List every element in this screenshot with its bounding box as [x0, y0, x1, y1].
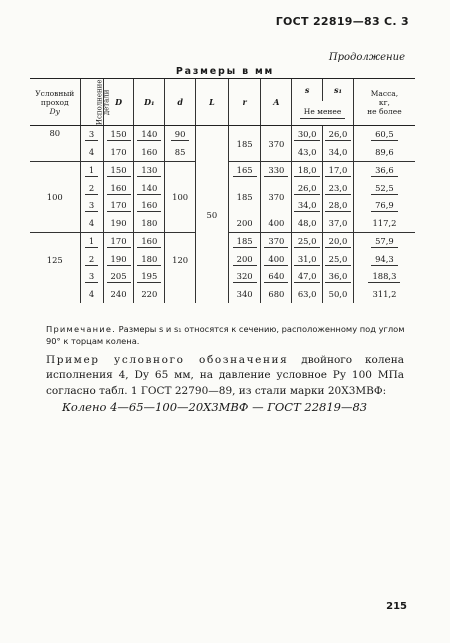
- header-d: d: [165, 79, 196, 126]
- exec-cell: 2: [85, 253, 98, 266]
- designation-formula: Колено 4—65—100—20Х3МВФ — ГОСТ 22819—83: [62, 400, 368, 414]
- r-cell: 185: [228, 180, 261, 215]
- dy-125: 125: [30, 233, 80, 304]
- mass-cell: 76,9: [371, 199, 398, 212]
- s-cell: 26,0: [294, 182, 321, 195]
- header-s: s: [292, 79, 323, 101]
- header-execution: Исполнение детали: [80, 79, 103, 126]
- s-cell: 18,0: [294, 164, 321, 177]
- header-D1: D₁: [134, 79, 165, 126]
- s1-cell: 20,0: [325, 235, 352, 248]
- s1-cell: 17,0: [325, 164, 352, 177]
- table-caption: Размеры в мм: [175, 66, 275, 77]
- example-lead: Пример условного обозначения: [46, 354, 289, 366]
- mass-cell: 52,5: [371, 182, 398, 195]
- s1-cell: 34,0: [323, 144, 354, 162]
- D-cell: 160: [107, 182, 131, 195]
- r-cell: 200: [228, 215, 261, 233]
- d-cell: 120: [165, 233, 196, 304]
- s1-cell: 36,0: [325, 270, 352, 283]
- exec-cell: 4: [80, 215, 103, 233]
- exec-cell: 4: [80, 144, 103, 162]
- r-cell: 185: [233, 235, 257, 248]
- D-cell: 205: [107, 270, 131, 283]
- header-D: D: [103, 79, 134, 126]
- s-cell: 25,0: [294, 235, 321, 248]
- D-cell: 240: [103, 286, 134, 304]
- mass-cell: 117,2: [353, 215, 415, 233]
- exec-cell: 3: [85, 199, 98, 212]
- s1-cell: 37,0: [323, 215, 354, 233]
- s1-cell: 26,0: [325, 128, 352, 141]
- r-cell: 320: [233, 270, 257, 283]
- s-cell: 43,0: [292, 144, 323, 162]
- header-dy: Условный проход Dу: [30, 79, 80, 126]
- D1-cell: 220: [134, 286, 165, 304]
- s1-cell: 23,0: [325, 182, 352, 195]
- D1-cell: 140: [137, 128, 161, 141]
- D-cell: 170: [107, 199, 131, 212]
- s1-cell: 50,0: [323, 286, 354, 304]
- mass-cell: 60,5: [371, 128, 398, 141]
- mass-cell: 57,9: [371, 235, 398, 248]
- D1-cell: 195: [137, 270, 161, 283]
- D-cell: 150: [107, 164, 131, 177]
- D1-cell: 160: [137, 199, 161, 212]
- note-text: Размеры s и s₁ относятся к сечению, расположенному под углом 90° к торцам колена.: [46, 324, 405, 346]
- D-cell: 190: [103, 215, 134, 233]
- D1-cell: 160: [137, 235, 161, 248]
- A-cell: 330: [264, 164, 288, 177]
- s-cell: 63,0: [292, 286, 323, 304]
- exec-cell: 2: [85, 182, 98, 195]
- D1-cell: 130: [137, 164, 161, 177]
- s-cell: 30,0: [294, 128, 321, 141]
- A-cell: 370: [264, 235, 288, 248]
- D-cell: 190: [107, 253, 131, 266]
- header-s1: s₁: [323, 79, 354, 101]
- r-cell: 185: [228, 126, 261, 162]
- mass-cell: 36,6: [371, 164, 398, 177]
- s1-cell: 28,0: [325, 199, 352, 212]
- d-cell: 90: [171, 128, 190, 141]
- A-cell: 400: [264, 253, 288, 266]
- header-L: L: [196, 79, 229, 126]
- example-text: двойного колена исполнения 4, Dу 65 мм, на давление условное Pу 100 МПа согласно табл. 1 ГОСТ 22790—89, из стали марки 20Х3МВФ:: [46, 354, 405, 397]
- mass-cell: 311,2: [353, 286, 415, 304]
- D1-cell: 140: [137, 182, 161, 195]
- header-r: r: [228, 79, 261, 126]
- exec-cell: 3: [85, 270, 98, 283]
- mass-cell: 94,3: [371, 253, 398, 266]
- A-cell: 640: [264, 270, 288, 283]
- D1-cell: 160: [134, 144, 165, 162]
- exec-cell: 3: [85, 128, 98, 141]
- A-cell: 400: [261, 215, 292, 233]
- s1-cell: 25,0: [325, 253, 352, 266]
- dimensions-table: [30, 78, 415, 303]
- exec-cell: 1: [85, 164, 98, 177]
- page-number: 215: [386, 601, 407, 612]
- note-lead: Примечание.: [46, 324, 117, 334]
- dy-80: 80: [49, 128, 61, 138]
- mass-cell: 89,6: [353, 144, 415, 162]
- exec-cell: 4: [80, 286, 103, 304]
- d-cell: 100: [165, 162, 196, 233]
- s-cell: 47,0: [294, 270, 321, 283]
- s-cell: 31,0: [294, 253, 321, 266]
- document-header: ГОСТ 22819—83 С. 3: [275, 15, 409, 28]
- dy-100: 100: [30, 162, 80, 233]
- s-cell: 48,0: [292, 215, 323, 233]
- D-cell: 170: [107, 235, 131, 248]
- A-cell: 370: [261, 180, 292, 215]
- r-cell: 340: [228, 286, 261, 304]
- mass-cell: 188,3: [368, 270, 400, 283]
- designation-example: [46, 353, 404, 399]
- D-cell: 150: [107, 128, 131, 141]
- header-not-less: Не менее: [292, 101, 354, 126]
- r-cell: 165: [233, 164, 257, 177]
- s-cell: 34,0: [294, 199, 321, 212]
- continuation-label: Продолжение: [328, 52, 405, 63]
- d-cell: 85: [165, 144, 196, 162]
- A-cell: 680: [261, 286, 292, 304]
- L-merged-cell: 50: [196, 126, 229, 304]
- header-mass: Масса, кг, не более: [353, 79, 415, 126]
- r-cell: 200: [233, 253, 257, 266]
- exec-cell: 1: [85, 235, 98, 248]
- D1-cell: 180: [134, 215, 165, 233]
- table-note: [46, 323, 406, 347]
- A-cell: 370: [261, 126, 292, 162]
- D-cell: 170: [103, 144, 134, 162]
- header-A: A: [261, 79, 292, 126]
- D1-cell: 180: [137, 253, 161, 266]
